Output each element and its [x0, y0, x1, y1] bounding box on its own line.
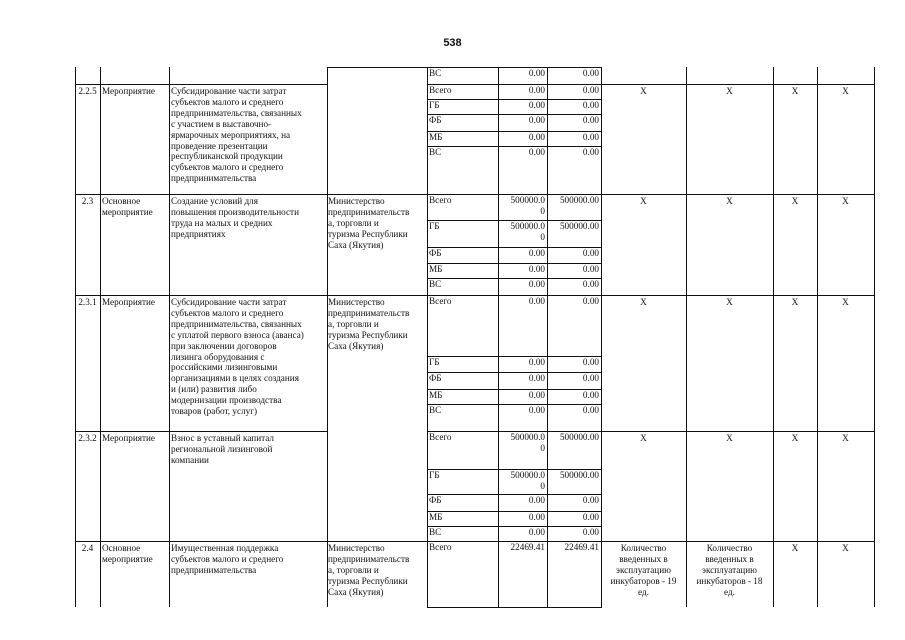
indicator-cell: Х — [640, 86, 647, 96]
amount-cell: 0.00 — [528, 264, 545, 274]
amount-cell: 0.00 — [528, 296, 545, 306]
amount-cell: 0.00 — [582, 68, 599, 78]
row-name: Создание условий для повышения производительности труда на малых и средних предприятиях — [171, 196, 299, 239]
table-rule — [75, 431, 328, 432]
table-rule — [75, 194, 328, 195]
indicator-cell: Х — [640, 196, 647, 206]
amount-cell: 0.00 — [582, 373, 599, 383]
amount-cell: 0.00 — [582, 132, 599, 142]
amount-cell: 0.00 — [582, 512, 599, 522]
source-label: МБ — [429, 264, 443, 274]
source-label: ВС — [429, 147, 442, 157]
amount-cell: 0.00 — [528, 357, 545, 367]
amount-cell: 0.00 — [528, 68, 545, 78]
row-type: Мероприятие — [102, 86, 155, 96]
table-rule — [773, 67, 774, 607]
source-label: Всего — [429, 542, 452, 552]
page-number: 538 — [443, 37, 462, 49]
indicator-cell: Количество введенных в эксплуатацию инкубаторов - 18 ед. — [696, 543, 763, 597]
table-rule — [75, 84, 328, 85]
amount-cell: 0.00 — [582, 100, 599, 110]
row-code: 2.4 — [81, 543, 94, 553]
table-rule — [874, 67, 875, 607]
source-label: ФБ — [429, 248, 442, 258]
amount-cell: 0.00 — [582, 405, 599, 415]
amount-cell: 0.00 — [582, 390, 599, 400]
amount-cell: 500000.0 0 — [510, 195, 545, 216]
source-label: ВС — [429, 527, 442, 537]
row-code: 2.2.5 — [78, 86, 97, 96]
indicator-cell: Х — [640, 433, 647, 443]
source-label: ГБ — [429, 470, 440, 480]
amount-cell: 0.00 — [528, 279, 545, 289]
mark-cell: Х — [842, 297, 849, 307]
source-label: ГБ — [429, 221, 440, 231]
row-executor: Министерство предпринимательств а, торговли и туризма Республики Саха (Якутия) — [328, 196, 410, 250]
row-name: Субсидирование части затрат субъектов малого и среднего предпринимательства, связанных с участием в выставочно- ярмарочных мероприятиях, на проведение презентации республиканской продукции субъектов малого и среднего предпринимательства — [171, 86, 302, 184]
amount-cell: 0.00 — [528, 132, 545, 142]
mark-cell: Х — [791, 86, 799, 96]
table-rule — [75, 541, 328, 542]
amount-cell: 0.00 — [528, 405, 545, 415]
amount-cell: 500000.0 0 — [510, 470, 545, 491]
amount-cell: 500000.0 0 — [510, 432, 545, 453]
mark-cell: Х — [791, 196, 799, 206]
amount-cell: 0.00 — [528, 373, 545, 383]
table-rule — [169, 67, 170, 607]
amount-cell: 500000.00 — [559, 432, 599, 442]
indicator-cell: Х — [726, 433, 733, 443]
row-executor: Министерство предпринимательств а, торговли и туризма Республики Саха (Якутия) — [328, 543, 410, 597]
amount-cell: 500000.00 — [559, 470, 599, 480]
amount-cell: 22469.41 — [564, 542, 599, 552]
table-rule — [327, 194, 428, 195]
source-label: ГБ — [429, 357, 440, 367]
source-label: МБ — [429, 512, 443, 522]
source-label: ФБ — [429, 495, 442, 505]
amount-cell: 0.00 — [528, 512, 545, 522]
source-label: Всего — [429, 432, 452, 442]
amount-cell: 0.00 — [528, 495, 545, 505]
source-label: Всего — [429, 85, 452, 95]
amount-cell: 0.00 — [528, 100, 545, 110]
amount-cell: 500000.00 — [559, 195, 599, 205]
amount-cell: 0.00 — [582, 296, 599, 306]
amount-cell: 0.00 — [582, 264, 599, 274]
table-rule — [100, 67, 101, 607]
amount-cell: 0.00 — [528, 85, 545, 95]
source-label: Всего — [429, 296, 452, 306]
table-rule — [327, 541, 428, 542]
row-type: Мероприятие — [102, 297, 155, 307]
amount-cell: 0.00 — [528, 115, 545, 125]
mark-cell: Х — [791, 297, 799, 307]
source-label: ВС — [429, 279, 442, 289]
amount-cell: 0.00 — [582, 248, 599, 258]
source-label: ФБ — [429, 115, 442, 125]
amount-cell: 500000.0 0 — [510, 221, 545, 242]
amount-cell: 0.00 — [528, 147, 545, 157]
table-rule — [327, 67, 428, 68]
row-type: Мероприятие — [102, 433, 155, 443]
indicator-cell: Х — [726, 196, 733, 206]
amount-cell: 0.00 — [528, 390, 545, 400]
table-rule — [75, 295, 328, 296]
amount-cell: 0.00 — [582, 147, 599, 157]
amount-cell: 0.00 — [582, 85, 599, 95]
amount-cell: 0.00 — [582, 279, 599, 289]
indicator-cell: Х — [726, 297, 733, 307]
row-type: Основное мероприятие — [102, 543, 153, 564]
source-label: Всего — [429, 195, 452, 205]
mark-cell: Х — [842, 196, 849, 206]
mark-cell: Х — [842, 86, 849, 96]
source-label: ГБ — [429, 100, 440, 110]
mark-cell: Х — [842, 543, 849, 553]
amount-cell: 500000.00 — [559, 221, 599, 231]
source-label: МБ — [429, 390, 443, 400]
indicator-cell: Х — [726, 86, 733, 96]
indicator-cell: Количество введенных в эксплуатацию инкубаторов - 19 ед. — [610, 543, 677, 597]
amount-cell: 0.00 — [582, 357, 599, 367]
table-rule — [75, 67, 76, 607]
row-name: Взнос в уставный капитал региональной лизинговой компании — [171, 433, 275, 465]
row-code: 2.3.2 — [78, 433, 97, 443]
row-code: 2.3.1 — [78, 297, 97, 307]
mark-cell: Х — [791, 433, 799, 443]
source-label: ФБ — [429, 373, 442, 383]
row-name: Субсидирование части затрат субъектов малого и среднего предпринимательства, связанных с уплатой первого взноса (аванса) при заключении договоров лизинга оборудования с российскими лизинговыми организациями в целях создания и (или) развития либо модернизации производства товаров (работ, услуг) — [171, 297, 304, 417]
amount-cell: 0.00 — [528, 527, 545, 537]
amount-cell: 0.00 — [528, 248, 545, 258]
amount-cell: 22469.41 — [510, 542, 545, 552]
source-label: ВС — [429, 68, 442, 78]
row-name: Имущественная поддержка субъектов малого и среднего предпринимательства — [171, 543, 284, 575]
table-rule — [427, 607, 602, 608]
indicator-cell: Х — [640, 297, 647, 307]
source-label: ВС — [429, 405, 442, 415]
source-label: МБ — [429, 132, 443, 142]
mark-cell: Х — [842, 433, 849, 443]
amount-cell: 0.00 — [582, 527, 599, 537]
amount-cell: 0.00 — [582, 115, 599, 125]
table-rule — [327, 295, 428, 296]
mark-cell: Х — [791, 543, 799, 553]
row-type: Основное мероприятие — [102, 196, 153, 217]
table-rule — [817, 67, 818, 607]
amount-cell: 0.00 — [582, 495, 599, 505]
row-code: 2.3 — [81, 196, 94, 206]
row-executor: Министерство предпринимательств а, торговли и туризма Республики Саха (Якутия) — [328, 297, 410, 351]
table-rule — [686, 67, 687, 607]
